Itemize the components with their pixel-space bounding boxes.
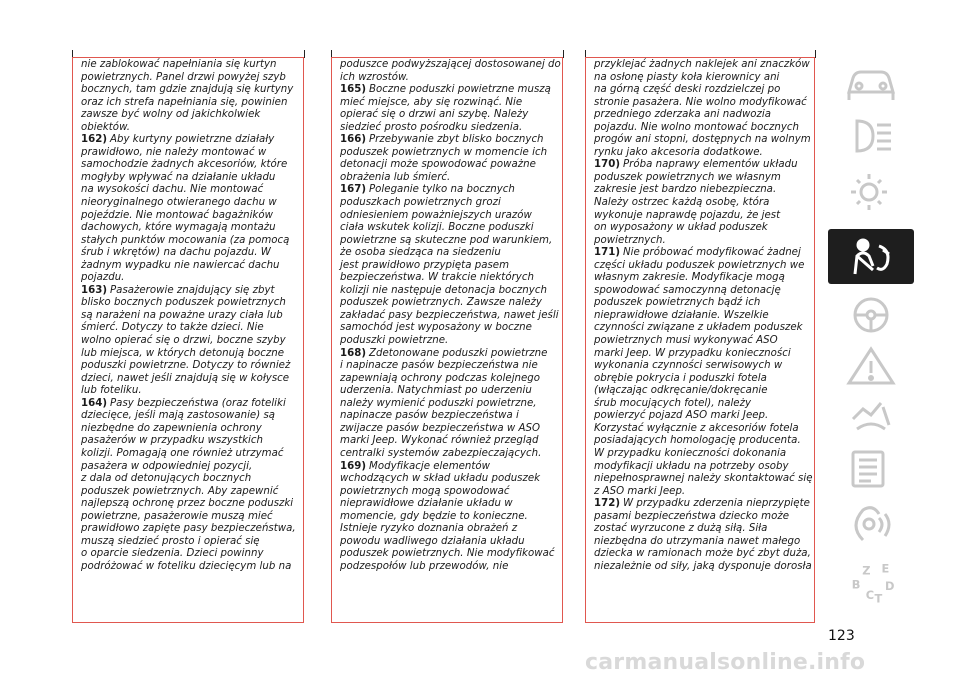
note-number: 165) <box>340 84 367 96</box>
line-text: niezależnie od siły, jaką dysponuje dorosła <box>594 560 812 572</box>
climate-sun-icon[interactable] <box>828 166 914 216</box>
text-line <box>340 322 562 335</box>
line-text: najlepszą ochronę przez boczne poduszki <box>81 498 294 510</box>
line-text: Zdetonowane poduszki powietrzne <box>369 347 548 359</box>
text-line <box>594 423 814 436</box>
text-line <box>594 97 814 110</box>
text-line <box>81 272 303 285</box>
text-line <box>594 536 814 549</box>
line-text: progów ani stopni, dostępnych na wolnym <box>594 134 811 146</box>
text-line <box>594 184 814 197</box>
text-line <box>340 448 562 461</box>
line-text: czynności związane z układem poduszek <box>594 322 803 334</box>
text-line <box>594 385 814 398</box>
text-line <box>81 197 303 210</box>
line-text: jest prawidłowo przypięta pasem <box>340 259 510 271</box>
text-line <box>81 147 303 160</box>
note-line-numbered <box>340 461 562 474</box>
line-text: marki Jeep. W przypadku konieczności <box>594 347 791 359</box>
column-top-tick <box>304 50 305 58</box>
line-text: muszą siedzieć prosto i opierać się <box>81 535 260 547</box>
text-line <box>340 373 562 386</box>
line-text: spowodować samoczynną detonację <box>594 284 781 296</box>
note-number: 162) <box>81 134 108 146</box>
text-line <box>340 210 562 223</box>
line-text: o oparcie siedzenia. Dzieci powinny <box>81 548 264 560</box>
line-text: pasami bezpieczeństwa dziecko może <box>594 510 790 522</box>
text-line <box>594 511 814 524</box>
line-text: kolizji. Pomagają one również utrzymać <box>81 447 284 459</box>
text-line <box>340 235 562 248</box>
line-text: powietrznych musi wykonywać ASO <box>594 335 778 347</box>
line-text: poduszkach powietrznych grozi <box>340 197 501 209</box>
line-text: zostać wyrzucone z dużą siłą. Siła <box>594 523 768 535</box>
text-line <box>594 523 814 536</box>
text-line <box>340 285 562 298</box>
note-number: 167) <box>340 184 367 196</box>
line-text: z ASO marki Jeep. <box>594 485 686 497</box>
line-text: poduszki powietrzne. <box>340 335 449 347</box>
line-text: centralki systemów zabezpieczających. <box>340 447 542 459</box>
text-line <box>340 398 562 411</box>
line-text: śrub mocujących fotel), należy <box>594 397 752 409</box>
column-text <box>73 58 303 573</box>
text-line <box>340 473 562 486</box>
alphabetical-index-icon[interactable] <box>828 554 914 612</box>
note-number: 164) <box>81 397 108 409</box>
text-line <box>81 561 303 574</box>
index-letter: T <box>874 591 883 604</box>
watermark: carmanualsonline.info <box>585 650 866 675</box>
text-line <box>81 222 303 235</box>
warning-triangle-icon[interactable] <box>828 341 914 391</box>
starting-driving-icon[interactable] <box>828 290 914 340</box>
line-text: pojeździe. Nie montować bagażników <box>81 209 273 221</box>
text-line <box>340 561 562 574</box>
line-text: dziecka w ramionach może być zbyt duża, <box>594 548 811 560</box>
index-letter: C <box>865 587 875 602</box>
index-letter: B <box>851 577 861 592</box>
line-text: poduszek powietrznych we własnym <box>594 171 781 183</box>
maintenance-specs-icon[interactable] <box>828 444 914 494</box>
text-line <box>81 84 303 97</box>
text-line <box>594 322 814 335</box>
text-line <box>594 410 814 423</box>
text-column-3 <box>585 57 815 623</box>
text-line <box>340 335 562 348</box>
line-text: zawsze być wolny od jakichkolwiek <box>81 109 261 121</box>
text-line <box>594 548 814 561</box>
line-text: siedzieć prosto pośrodku siedzenia. <box>340 121 523 133</box>
text-line <box>81 348 303 361</box>
line-text: Boczne poduszki powietrzne muszą <box>369 84 551 96</box>
index-letter: D <box>885 579 895 593</box>
text-line <box>81 97 303 110</box>
text-line <box>340 385 562 398</box>
line-text: poduszek powietrznych w momencie ich <box>340 146 548 158</box>
line-text: na wysokości dachu. Nie montować <box>81 184 264 196</box>
text-line <box>81 109 303 122</box>
note-number: 163) <box>81 284 108 296</box>
text-line <box>594 373 814 386</box>
text-line <box>340 435 562 448</box>
text-line <box>81 322 303 335</box>
index-letter: E <box>881 562 890 576</box>
text-line <box>81 498 303 511</box>
line-text: niezbędna do utrzymania nawet małego <box>594 535 801 547</box>
line-text: i napinacze pasów bezpieczeństwa nie <box>340 360 538 372</box>
note-line-numbered <box>340 134 562 147</box>
text-line <box>81 435 303 448</box>
line-text: Korzystać wyłącznie z akcesoriów fotela <box>594 422 799 434</box>
line-text: prawidłowo zapięte pasy bezpieczeństwa, <box>81 523 296 535</box>
page-number: 123 <box>828 628 855 644</box>
line-text: nieprawidłowe działanie układu w <box>340 498 513 510</box>
text-line <box>340 498 562 511</box>
multimedia-icon[interactable] <box>828 498 914 548</box>
line-text: powietrzne są skuteczne pod warunkiem, <box>340 234 553 246</box>
text-line <box>340 410 562 423</box>
line-text: oraz ich strefa napełniania się, powinien <box>81 96 288 108</box>
text-line <box>340 122 562 135</box>
text-line <box>340 197 562 210</box>
line-text: blisko bocznych poduszek powietrznych <box>81 297 286 309</box>
text-column-1 <box>72 57 304 623</box>
line-text: powodu wadliwego działania układu <box>340 535 525 547</box>
text-line <box>594 147 814 160</box>
text-line <box>340 536 562 549</box>
line-text: (włączając odkręcanie/dokręcanie <box>594 385 768 397</box>
text-line <box>81 159 303 172</box>
text-line <box>81 473 303 486</box>
text-line <box>81 247 303 260</box>
line-text: obiektów. <box>81 121 131 133</box>
note-number: 166) <box>340 134 367 146</box>
line-text: mogłyby wpływać na działanie układu <box>81 171 276 183</box>
note-line-numbered <box>81 285 303 298</box>
text-line <box>81 335 303 348</box>
line-text: Należy ostrzec każdą osobę, która <box>594 197 770 209</box>
text-line <box>594 335 814 348</box>
text-line <box>340 97 562 110</box>
text-line <box>340 523 562 536</box>
text-line <box>81 486 303 499</box>
text-line <box>594 461 814 474</box>
line-text: Poleganie tylko na bocznych <box>369 184 515 196</box>
line-text: Pasażerowie znajdujący się zbyt <box>110 284 275 296</box>
text-line <box>594 310 814 323</box>
note-line-numbered <box>81 398 303 411</box>
line-text: powietrznych. Panel drzwi powyżej szyb <box>81 71 286 83</box>
line-text: podróżować w foteliku dziecięcym lub na <box>81 560 292 572</box>
note-line-numbered <box>340 84 562 97</box>
note-number: 168) <box>340 347 367 359</box>
text-line <box>340 260 562 273</box>
text-line <box>340 310 562 323</box>
emergency-icon[interactable] <box>828 391 914 441</box>
text-line <box>594 435 814 448</box>
line-text: mieć miejsce, aby się rozwinąć. Nie <box>340 96 523 108</box>
line-text: pasażerów w przypadku wszystkich <box>81 435 263 447</box>
line-text: lub miejsca, w których detonują boczne <box>81 347 285 359</box>
line-text: wchodzących w skład układu poduszek <box>340 473 541 485</box>
line-text: W przypadku konieczności dokonania <box>594 447 787 459</box>
text-line <box>594 109 814 122</box>
line-text: ciała wskutek kolizji. Boczne poduszki <box>340 222 534 234</box>
text-line <box>81 122 303 135</box>
line-text: dzieci, nawet jeśli znajdują się w kołysce <box>81 372 290 384</box>
text-line <box>81 59 303 72</box>
note-line-numbered <box>594 247 814 260</box>
line-text: obrębie pokrycia i poduszki fotela <box>594 372 767 384</box>
line-text: własnym zakresie. Modyfikacje mogą <box>594 272 785 284</box>
line-text: żadnym wypadku nie nawiercać dachu <box>81 259 280 271</box>
line-text: uderzenia. Natychmiast po uderzeniu <box>340 385 532 397</box>
line-text: Istnieje ryzyko doznania obrażeń z <box>340 523 518 535</box>
index-letter: Z <box>862 563 871 578</box>
text-line <box>81 172 303 185</box>
line-text: poduszek powietrznych. Nie modyfikować <box>340 548 555 560</box>
line-text: podzespołów lub przewodów, nie <box>340 560 509 572</box>
text-line <box>594 134 814 147</box>
line-text: że osoba siedząca na siedzeniu <box>340 247 501 259</box>
line-text: Pasy bezpieczeństwa (oraz foteliki <box>110 397 286 409</box>
line-text: marki Jeep. Wykonać również przegląd <box>340 435 539 447</box>
line-text: obrażenia lub śmierć. <box>340 171 451 183</box>
line-text: dachowych, które wymagają montażu <box>81 222 276 234</box>
note-line-numbered <box>594 498 814 511</box>
text-line <box>594 84 814 97</box>
text-line <box>594 486 814 499</box>
text-line <box>81 511 303 524</box>
line-text: Aby kurtyny powietrzne działały <box>110 134 275 146</box>
note-number: 170) <box>594 159 621 171</box>
text-line <box>594 297 814 310</box>
text-line <box>81 235 303 248</box>
line-text: detonacji może spowodować poważne <box>340 159 536 171</box>
line-text: nieoryginalnego otwieranego dachu w <box>81 197 277 209</box>
text-line <box>340 109 562 122</box>
line-text: W przypadku zderzenia nieprzypięte <box>623 498 810 510</box>
text-line <box>594 448 814 461</box>
line-text: nieprawidłowe działanie. Wszelkie <box>594 309 769 321</box>
car-dashboard-icon[interactable] <box>828 58 914 108</box>
text-line <box>81 72 303 85</box>
line-text: przyklejać żadnych naklejek ani znaczków <box>594 59 810 70</box>
column-top-tick <box>815 50 816 58</box>
text-line <box>81 410 303 423</box>
line-text: nie zablokować napełniania się kurtyn <box>81 59 277 70</box>
column-text <box>332 58 562 573</box>
text-line <box>81 385 303 398</box>
text-line <box>594 72 814 85</box>
text-line <box>340 360 562 373</box>
line-text: zakresie jest bardzo niebezpieczna. <box>594 184 777 196</box>
line-text: części układu poduszek powietrznych we <box>594 259 805 271</box>
text-line <box>594 210 814 223</box>
line-text: na górną część deski rozdzielczej po <box>594 84 781 96</box>
line-text: opierać się o drzwi ani szybę. Należy <box>340 109 529 121</box>
text-line <box>594 360 814 373</box>
line-text: on wyposażony w układ poduszek <box>594 222 768 234</box>
text-line <box>340 59 562 72</box>
line-text: zapewniają ochrony podczas kolejnego <box>340 372 541 384</box>
text-line <box>81 360 303 373</box>
text-line <box>81 448 303 461</box>
text-line <box>594 197 814 210</box>
line-text: samochód jest wyposażony w boczne <box>340 322 532 334</box>
line-text: zwijacze pasów bezpieczeństwa w ASO <box>340 422 541 434</box>
line-text: poduszek powietrznych. Aby zapewnić <box>81 485 279 497</box>
line-text: bocznych, tam gdzie znajdują się kurtyny <box>81 84 294 96</box>
line-text: stronie pasażera. Nie wolno modyfikować <box>594 96 807 108</box>
line-text: powietrznych mogą spowodować <box>340 485 510 497</box>
text-line <box>340 172 562 185</box>
text-line <box>340 548 562 561</box>
text-line <box>594 348 814 361</box>
line-text: wolno opierać się o drzwi, boczne szyby <box>81 335 286 347</box>
line-text: poduszek powietrznych bądź ich <box>594 297 761 309</box>
line-text: kolizji nie następuje detonacja bocznych <box>340 284 547 296</box>
line-text: niepełnosprawnej należy skontaktować się <box>594 473 813 485</box>
line-text: powietrznych. <box>594 234 666 246</box>
text-line <box>340 222 562 235</box>
text-line <box>594 561 814 574</box>
note-line-numbered <box>340 184 562 197</box>
line-text: są narażeni na poważne urazy ciała lub <box>81 309 283 321</box>
text-line <box>340 147 562 160</box>
text-line <box>81 423 303 436</box>
text-line <box>594 473 814 486</box>
text-line <box>594 122 814 135</box>
line-text: rynku jako akcesoria dodatkowe. <box>594 146 763 158</box>
text-line <box>340 247 562 260</box>
text-line <box>81 536 303 549</box>
text-line <box>81 260 303 273</box>
line-text: Przebywanie zbyt blisko bocznych <box>369 134 544 146</box>
line-text: należy wymienić poduszki powietrzne, <box>340 397 537 409</box>
text-line <box>594 235 814 248</box>
text-line <box>81 523 303 536</box>
line-text: momencie, gdy będzie to konieczne. <box>340 510 528 522</box>
text-line <box>594 272 814 285</box>
column-text <box>586 58 814 573</box>
line-text: napinacze pasów bezpieczeństwa i <box>340 410 519 422</box>
text-line <box>340 159 562 172</box>
note-line-numbered <box>594 159 814 172</box>
line-text: wykonania czynności serwisowych w <box>594 360 783 372</box>
line-text: bezpieczeństwa. W trakcie niektórych <box>340 272 534 284</box>
note-line-numbered <box>81 134 303 147</box>
text-line <box>81 184 303 197</box>
line-text: niezbędne do zapewnienia ochrony <box>81 422 262 434</box>
note-number: 171) <box>594 247 621 259</box>
line-text: pojazdu. <box>81 272 125 284</box>
text-line <box>81 210 303 223</box>
note-number: 169) <box>340 460 367 472</box>
text-line <box>594 285 814 298</box>
line-text: poduszki powietrzne. Dotyczy to również <box>81 360 291 372</box>
line-text: zakładać pasy bezpieczeństwa, nawet jeśli <box>340 309 559 321</box>
line-text: odniesieniem poważniejszych urazów <box>340 209 532 221</box>
text-column-2 <box>331 57 563 623</box>
text-line <box>81 461 303 474</box>
line-text: powierzyć pojazd ASO marki Jeep. <box>594 410 769 422</box>
text-line <box>340 272 562 285</box>
line-text: pasażera w odpowiedniej pozycji, <box>81 460 253 472</box>
text-line <box>81 297 303 310</box>
note-line-numbered <box>340 348 562 361</box>
line-text: prawidłowo, nie należy montować w <box>81 146 267 158</box>
text-line <box>81 310 303 323</box>
lights-and-climate-icon[interactable] <box>828 111 914 161</box>
text-line <box>594 222 814 235</box>
text-line <box>340 511 562 524</box>
line-text: Nie próbować modyfikować żadnej <box>623 247 801 259</box>
line-text: poduszek powietrznych. Zawsze należy <box>340 297 542 309</box>
line-text: pojazdu. Nie wolno montować bocznych <box>594 121 799 133</box>
text-line <box>81 373 303 386</box>
line-text: wykonuje naprawdę pojazdu, że jest <box>594 209 781 221</box>
line-text: na osłonę piasty koła kierownicy ani <box>594 71 780 83</box>
line-text: modyfikacji układu na potrzeby osoby <box>594 460 789 472</box>
text-line <box>594 260 814 273</box>
text-line <box>340 486 562 499</box>
line-text: samochodzie żadnych akcesoriów, które <box>81 159 288 171</box>
line-text: z dala od detonujących bocznych <box>81 473 252 485</box>
text-line <box>340 72 562 85</box>
text-line <box>594 398 814 411</box>
line-text: ich wzrostów. <box>340 71 409 83</box>
line-text: powietrzne, pasażerowie muszą mieć <box>81 510 273 522</box>
line-text: śrub i wkrętów) na dachu pojazdu. W <box>81 247 271 259</box>
text-line <box>594 59 814 72</box>
column-top-tick <box>563 50 564 58</box>
line-text: stałych punktów mocowania (za pomocą <box>81 234 290 246</box>
line-text: Modyfikacje elementów <box>369 460 491 472</box>
line-text: lub foteliku. <box>81 385 142 397</box>
line-text: przedniego zderzaka ani nadwozia <box>594 109 772 121</box>
text-line <box>81 548 303 561</box>
line-text: śmierć. Dotyczy to także dzieci. Nie <box>81 322 264 334</box>
line-text: Próba naprawy elementów układu <box>623 159 798 171</box>
text-line <box>340 297 562 310</box>
line-text: poduszce podwyższającej dostosowanej do <box>340 59 561 70</box>
text-line <box>594 172 814 185</box>
text-line <box>340 423 562 436</box>
line-text: dziecięce, jeśli mają zastosowanie) są <box>81 410 276 422</box>
line-text: posiadających homologację producenta. <box>594 435 801 447</box>
note-number: 172) <box>594 498 621 510</box>
safety-airbag-icon[interactable] <box>828 229 914 284</box>
